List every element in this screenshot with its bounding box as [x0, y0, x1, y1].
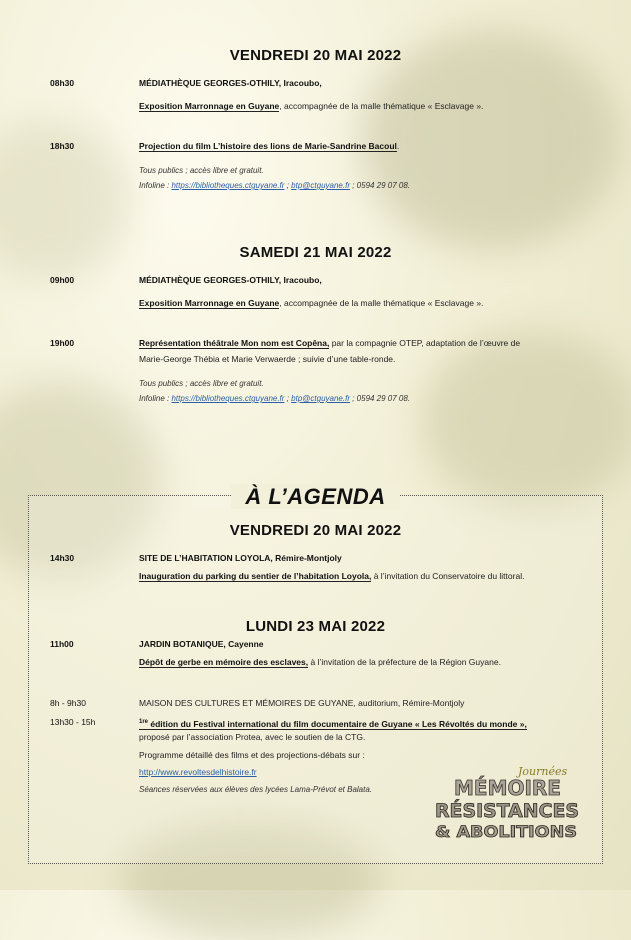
event-venue [139, 552, 342, 564]
event-venue: MAISON DES CULTURES ET MÉMOIRES DE GUYANE, auditorium, Rémire-Montjoly [139, 698, 465, 708]
event-details: par la compagnie OTEP, adaptation de l’œuvre de [329, 338, 521, 348]
event-time: 11h00 [50, 639, 74, 649]
infoline-label: Infoline : [139, 181, 170, 190]
infoline-separator: ; [286, 394, 289, 403]
event-time: 13h30 - 15h [50, 717, 96, 727]
event-details: , accompagnée de la malle thématique « Esclavage ». [279, 101, 484, 111]
phone-number: ; 0594 29 07 08. [352, 181, 411, 190]
infoline [139, 394, 410, 403]
event-link[interactable]: Exposition Marronnage en Guyane [139, 298, 280, 308]
event-venue [139, 77, 322, 89]
venue-name: SITE DE L’HABITATION LOYOLA, Rémire-Montjoly [139, 553, 342, 563]
event-description [139, 140, 399, 152]
event-details: . [396, 141, 400, 151]
venue-name: MÉDIATHÈQUE GEORGES-OTHILY, Iracoubo, [139, 275, 322, 285]
infoline-separator: ; [286, 181, 289, 190]
event-link[interactable]: Inauguration du parking du sentier de l’habitation Loyola, [139, 571, 372, 581]
day-title: LUNDI 23 MAI 2022 [245, 618, 386, 635]
event-details: , accompagnée de la malle thématique « Esclavage ». [279, 298, 484, 308]
event-time: 19h00 [50, 338, 75, 348]
email-link[interactable]: btp@ctguyane.fr [291, 394, 350, 403]
logo-text-abolitions: & ABOLITIONS [435, 822, 577, 841]
screening-note: Séances réservées aux élèves des lycées Lama-Prévot et Balata. [139, 785, 373, 794]
event-description [139, 716, 527, 730]
event-time: 8h - 9h30 [50, 698, 86, 708]
event-venue [139, 274, 322, 286]
ordinal: 1re [139, 719, 149, 725]
logo-text-memoire: MÉMOIRE [454, 776, 561, 800]
event-link[interactable] [139, 719, 527, 730]
program-info: Programme détaillé des films et des projections-débats sur : [139, 750, 365, 760]
program-link-line [139, 766, 257, 778]
logo-text-resistances: RÉSISTANCES [435, 800, 580, 822]
event-details-continued: Marie-George Thébia et Marie Verwaerde ; suivie d’une table-ronde. [139, 354, 396, 364]
email-link[interactable]: btp@ctguyane.fr [291, 181, 350, 190]
infoline [139, 181, 410, 190]
day-title: VENDREDI 20 MAI 2022 [229, 47, 402, 64]
event-time: 08h30 [50, 78, 75, 88]
event-link[interactable]: Représentation théâtrale Mon nom est Copêna, [139, 338, 330, 348]
agenda-title-text: À L’AGENDA [231, 484, 399, 509]
agenda-title [0, 484, 631, 510]
event-description [139, 656, 501, 668]
library-link[interactable]: https://bibliotheques.ctguyane.fr [171, 181, 285, 190]
event-details-continued: proposé par l’association Protea, avec le soutien de la CTG. [139, 732, 366, 742]
phone-number: ; 0594 29 07 08. [352, 394, 411, 403]
day-title: VENDREDI 20 MAI 2022 [229, 522, 402, 539]
event-description [139, 337, 520, 349]
event-time: 14h30 [50, 553, 75, 563]
venue-name: JARDIN BOTANIQUE, Cayenne [139, 639, 264, 649]
logo-text-journees: Journées [518, 765, 568, 778]
venue-name: MÉDIATHÈQUE GEORGES-OTHILY, Iracoubo, [139, 78, 322, 88]
event-link[interactable]: Exposition Marronnage en Guyane [139, 101, 280, 111]
festival-link[interactable]: http://www.revoltesdelhistoire.fr [139, 767, 257, 777]
infoline-label: Infoline : [139, 394, 170, 403]
background-texture [420, 330, 631, 510]
access-info: Tous publics ; accès libre et gratuit. [139, 166, 264, 175]
event-time: 09h00 [50, 275, 75, 285]
library-link[interactable]: https://bibliotheques.ctguyane.fr [171, 394, 285, 403]
event-link[interactable]: Dépôt de gerbe en mémoire des esclaves, [139, 657, 309, 667]
event-link[interactable]: Projection du film L’histoire des lions de Marie-Sandrine Bacoul [139, 141, 397, 151]
event-venue [139, 638, 264, 650]
access-info: Tous publics ; accès libre et gratuit. [139, 379, 264, 388]
event-logo [432, 762, 582, 842]
day-title: SAMEDI 21 MAI 2022 [239, 244, 392, 261]
event-details: à l’invitation de la préfecture de la Région Guyane. [308, 657, 501, 667]
event-time: 18h30 [50, 141, 75, 151]
event-description [139, 570, 524, 582]
event-description [139, 100, 483, 112]
event-description [139, 297, 483, 309]
festival-title: édition du Festival international du film documentaire de Guyane « Les Révoltés du monde », [148, 718, 527, 729]
event-details: à l’invitation du Conservatoire du littoral. [371, 571, 525, 581]
